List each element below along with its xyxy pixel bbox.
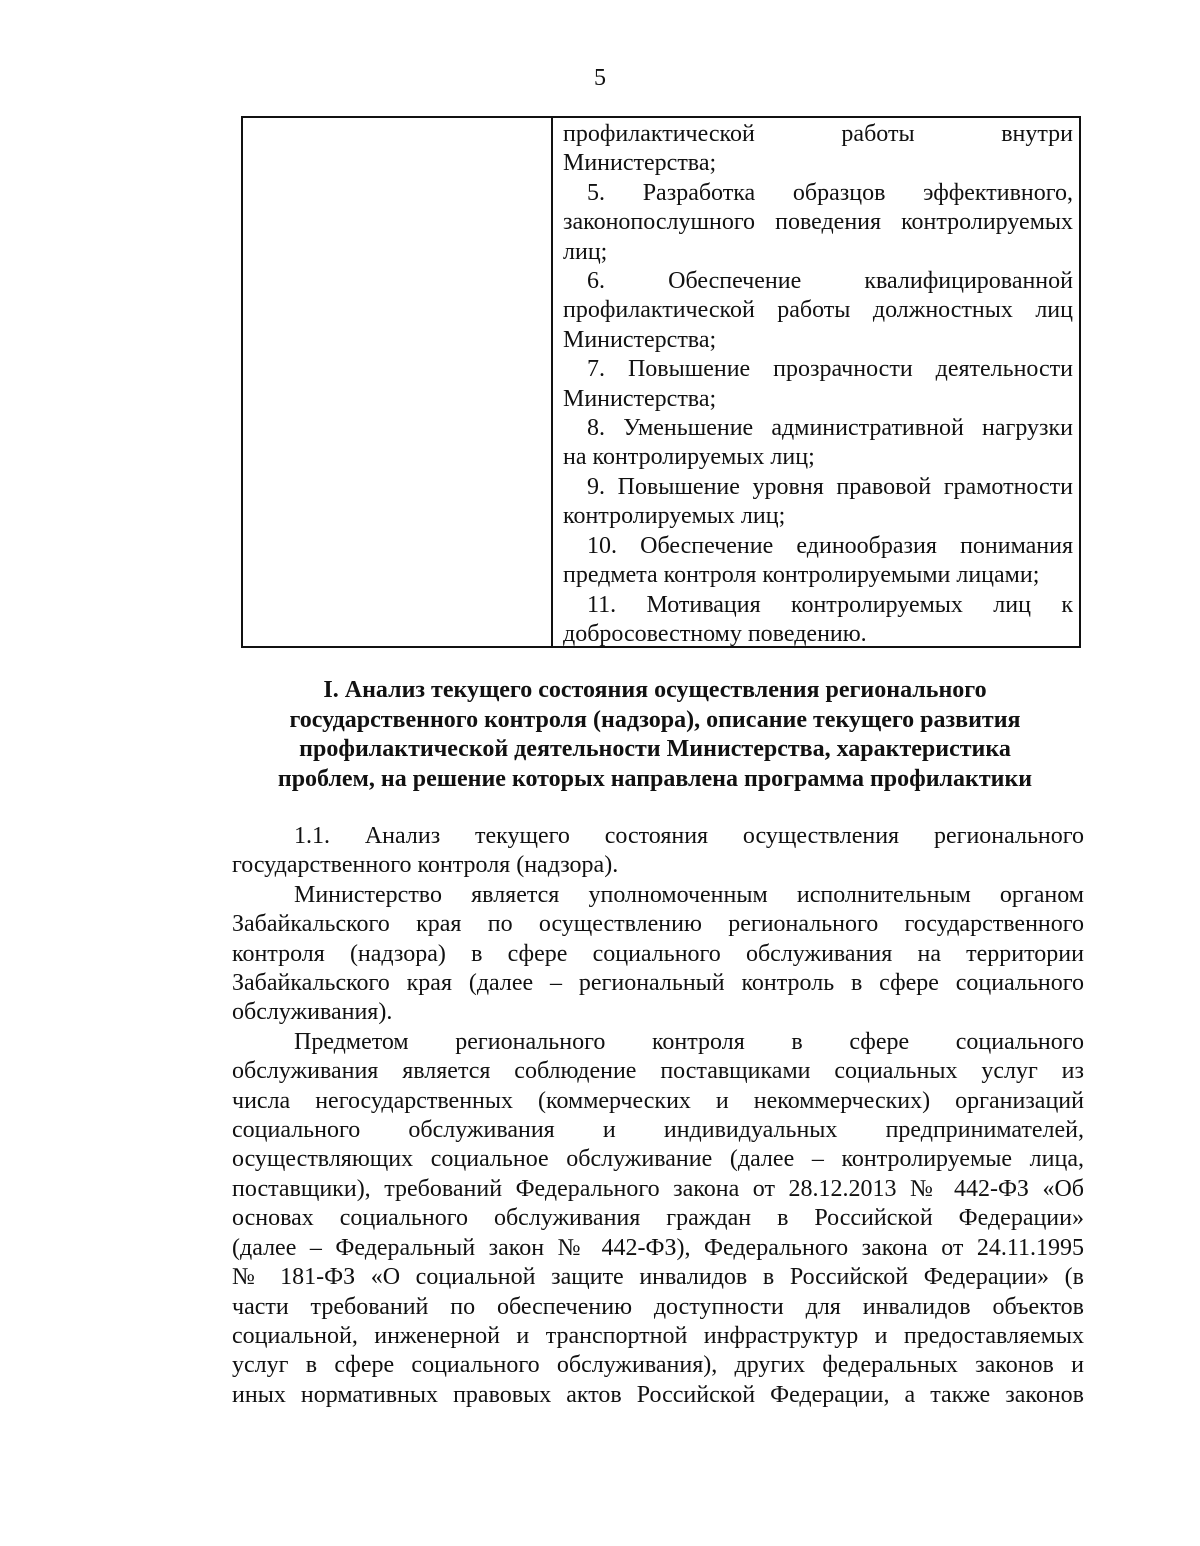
table-cell-line: Министерства;: [563, 385, 717, 412]
table-cell-line: добросовестному поведению.: [563, 620, 867, 647]
table-cell-line: законопослушного поведения контролируемых: [563, 209, 1073, 236]
body-text: [232, 822, 1084, 1410]
section-heading-line: I. Анализ текущего состояния осуществления регионального: [323, 677, 987, 703]
body-line: Забайкальского края (далее – региональный контроль в сфере социального: [232, 970, 1084, 997]
table-cell-line: 5. Разработка образцов эффективного,: [587, 179, 1073, 206]
section-heading-line: проблем, на решение которых направлена программа профилактики: [277, 765, 1033, 792]
section-heading-line: государственного контроля (надзора), описание текущего развития: [289, 706, 1021, 733]
body-line: числа негосударственных (коммерческих и некоммерческих) организаций: [232, 1087, 1084, 1114]
body-line: части требований по обеспечению доступности для инвалидов объектов: [232, 1293, 1084, 1320]
body-line: Министерство является уполномоченным исполнительным органом: [294, 881, 1084, 908]
body-line: 1.1. Анализ текущего состояния осуществления регионального: [294, 823, 1084, 849]
table-left-cell: [243, 118, 553, 646]
table-cell-line: профилактической работы внутри: [563, 121, 1073, 147]
table-cell-line: 10. Обеспечение единообразия понимания: [587, 532, 1073, 559]
body-line: иных нормативных правовых актов Российской Федерации, а также законов: [232, 1381, 1084, 1408]
body-line: (далее – Федеральный закон № 442-ФЗ), Федерального закона от 24.11.1995: [232, 1234, 1084, 1261]
body-line: осуществляющих социальное обслуживание (далее – контролируемые лица,: [232, 1146, 1084, 1173]
body-line: поставщики), требований Федерального закона от 28.12.2013 № 442-ФЗ «Об: [232, 1175, 1084, 1202]
body-line: Предметом регионального контроля в сфере социального: [294, 1028, 1084, 1055]
body-line: контроля (надзора) в сфере социального обслуживания на территории: [232, 940, 1084, 967]
table-cell-line: на контролируемых лиц;: [563, 444, 815, 471]
body-line: услуг в сфере социального обслуживания), других федеральных законов и: [232, 1352, 1084, 1379]
table-cell-line: 8. Уменьшение административной нагрузки: [587, 415, 1073, 442]
table-cell-line: предмета контроля контролируемыми лицами;: [563, 562, 1040, 589]
table-cell-line: 7. Повышение прозрачности деятельности: [587, 356, 1073, 383]
body-line: обслуживания).: [232, 999, 393, 1026]
table-cell-line: Министерства;: [563, 150, 717, 177]
goals-table: [241, 116, 1081, 648]
body-line: обслуживания является соблюдение поставщиками социальных услуг из: [232, 1058, 1084, 1085]
body-line: социального обслуживания и индивидуальных предпринимателей,: [232, 1117, 1084, 1144]
table-cell-line: 11. Мотивация контролируемых лиц к: [587, 591, 1073, 618]
body-line: социальной, инженерной и транспортной инфраструктур и предоставляемых: [232, 1322, 1084, 1349]
table-cell-line: контролируемых лиц;: [563, 503, 786, 530]
section-heading: [200, 676, 1110, 794]
body-line: Забайкальского края по осуществлению регионального государственного: [232, 911, 1084, 938]
body-line: основах социального обслуживания граждан в Российской Федерации»: [232, 1205, 1084, 1232]
table-cell-line: лиц;: [563, 238, 608, 265]
page-number: 5: [594, 65, 606, 91]
table-cell-line: 6. Обеспечение квалифицированной: [587, 268, 1073, 295]
table-cell-line: Министерства;: [563, 326, 717, 353]
section-heading-line: профилактической деятельности Министерства, характеристика: [299, 736, 1011, 762]
body-line: государственного контроля (надзора).: [232, 852, 619, 879]
table-cell-line: 9. Повышение уровня правовой грамотности: [587, 473, 1073, 500]
table-cell-line: профилактической работы должностных лиц: [563, 297, 1073, 324]
table-right-cell: [553, 118, 1079, 646]
body-line: № 181-ФЗ «О социальной защите инвалидов в Российской Федерации» (в: [232, 1264, 1084, 1291]
